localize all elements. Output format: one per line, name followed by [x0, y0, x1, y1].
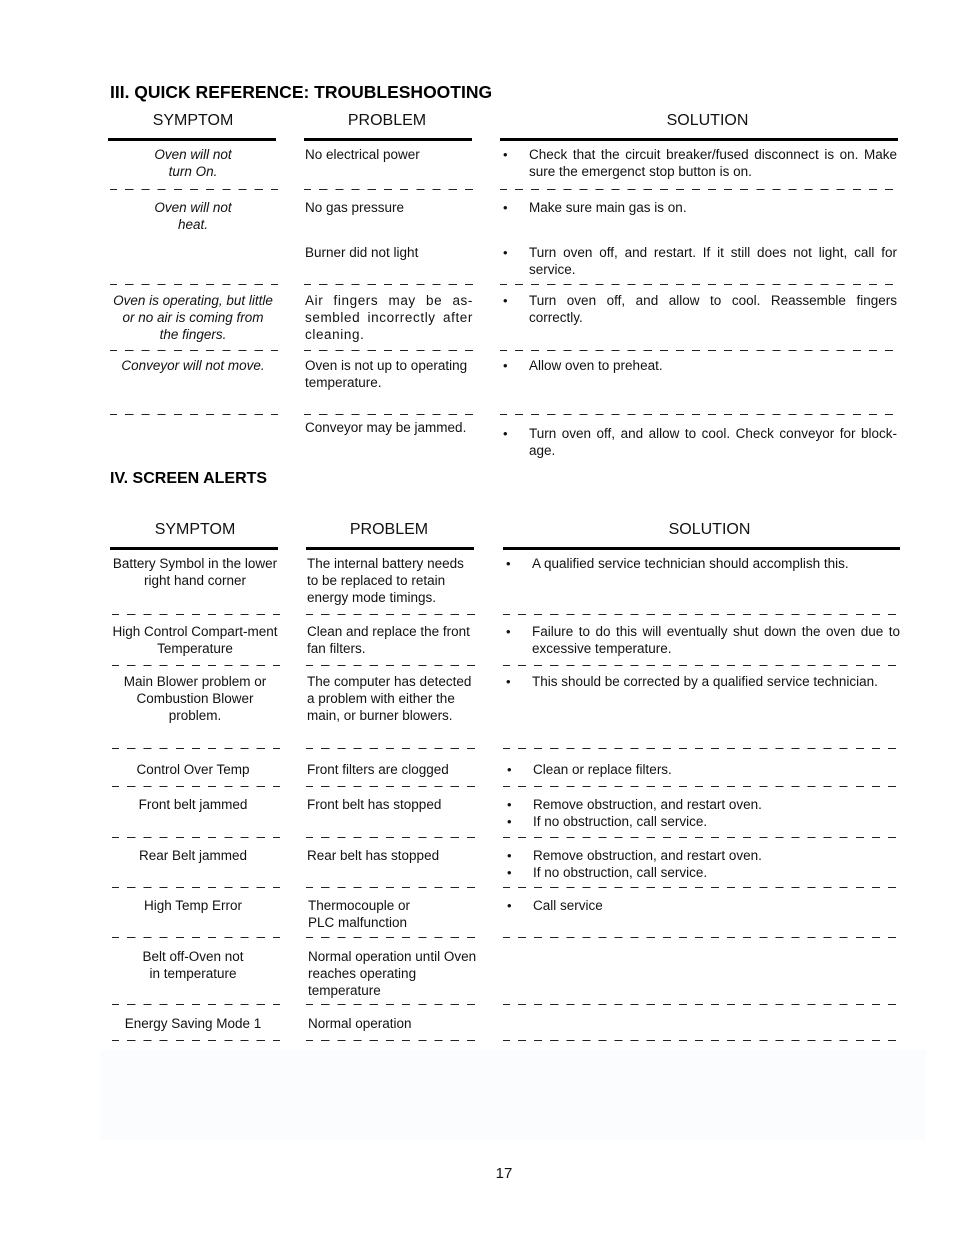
row-divider [500, 284, 898, 285]
alert-solution-cell [504, 623, 900, 657]
solution-item: • This should be corrected by a qualified service technician. [532, 673, 902, 690]
row-divider [500, 350, 898, 351]
solution-cell [501, 357, 897, 374]
row-divider [304, 284, 474, 285]
row-divider [503, 748, 901, 749]
row-divider [503, 837, 901, 838]
screen-alerts-title: IV. SCREEN ALERTS [110, 470, 268, 487]
solution-item: • Turn oven off, and allow to cool. Check conveyor for block-age. [529, 425, 897, 459]
problem-cell: No electrical power [305, 147, 420, 162]
alert-symptom-cell: Front belt jammed [138, 797, 248, 812]
row-divider [503, 887, 901, 888]
alert-problem-cell: Thermocouple or PLC malfunction [308, 898, 411, 930]
alert-solution-cell [505, 761, 901, 778]
solution-item: • Turn oven off, and allow to cool. Reassemble fingers correctly. [529, 292, 897, 326]
row-divider [112, 1040, 280, 1041]
header-rule [108, 138, 276, 141]
alert-problem-cell: Front belt has stopped [307, 797, 442, 812]
row-divider [306, 1004, 476, 1005]
row-divider [112, 1004, 280, 1005]
alert-symptom-cell: High Control Compart-ment Temperature [112, 624, 278, 656]
row-divider [306, 665, 476, 666]
header-rule [500, 138, 898, 141]
header-rule [110, 547, 278, 550]
problem-cell: Oven is not up to operating temperature. [305, 358, 468, 390]
row-divider [112, 837, 280, 838]
alerts-header-problem: PROBLEM [349, 521, 429, 538]
row-divider [500, 189, 898, 190]
symptom-cell: Oven will not heat. [154, 200, 232, 232]
alert-symptom-cell: Main Blower problem or Combustion Blower problem. [123, 674, 267, 723]
header-rule [306, 547, 474, 550]
problem-cell: No gas pressure [305, 200, 405, 215]
row-divider [503, 937, 901, 938]
solution-cell [501, 244, 897, 278]
alert-symptom-cell: Belt off-Oven not in temperature [142, 949, 244, 981]
solution-item: • Clean or replace filters. [533, 761, 901, 778]
row-divider [304, 350, 474, 351]
alert-problem-cell: The computer has detected a problem with either the main, or burner blowers. [307, 674, 472, 723]
alert-symptom-cell: Rear Belt jammed [138, 848, 248, 863]
row-divider [306, 1040, 476, 1041]
solution-cell [501, 199, 897, 216]
page-number: 17 [495, 1165, 513, 1182]
problem-cell: Burner did not light [305, 245, 419, 260]
alert-symptom-cell: Battery Symbol in the lower right hand corner [112, 556, 278, 588]
solution-item: • Call service [533, 897, 901, 914]
troubleshooting-header-symptom: SYMPTOM [152, 112, 234, 129]
row-divider [503, 614, 901, 615]
alert-solution-cell [505, 897, 901, 914]
row-divider [306, 748, 476, 749]
alerts-header-symptom: SYMPTOM [154, 521, 236, 538]
solution-item: • Remove obstruction, and restart oven. [533, 796, 901, 813]
solution-cell [501, 146, 897, 180]
row-divider [503, 1040, 901, 1041]
symptom-cell: Oven will not turn On. [154, 147, 232, 179]
solution-item: • If no obstruction, call service. [533, 864, 901, 881]
row-divider [306, 887, 476, 888]
row-divider [110, 284, 278, 285]
row-divider [110, 189, 278, 190]
row-divider [304, 189, 474, 190]
row-divider [110, 350, 278, 351]
solution-item: • Turn oven off, and restart. If it still does not light, call for service. [529, 244, 897, 278]
solution-item: • Check that the circuit breaker/fused disconnect is on. Make sure the emergenct stop button is on. [529, 146, 897, 180]
solution-item: • Make sure main gas is on. [529, 199, 897, 216]
solution-item: • Failure to do this will eventually shut down the oven due to excessive temperature. [532, 623, 900, 657]
troubleshooting-title: III. QUICK REFERENCE: TROUBLESHOOTING [110, 82, 493, 102]
troubleshooting-header-solution: SOLUTION [666, 112, 749, 129]
solution-cell [501, 425, 897, 459]
solution-cell [501, 292, 897, 326]
row-divider [112, 614, 280, 615]
alert-solution-cell [505, 796, 901, 830]
solution-item: • If no obstruction, call service. [533, 813, 901, 830]
alert-problem-cell: Normal operation until Oven reaches operating temperature [308, 949, 477, 998]
troubleshooting-header-problem: PROBLEM [347, 112, 427, 129]
alert-solution-cell [504, 555, 900, 572]
solution-item: • Remove obstruction, and restart oven. [533, 847, 901, 864]
row-divider [112, 748, 280, 749]
page-shade-region [100, 1050, 926, 1140]
alert-symptom-cell: High Temp Error [143, 898, 243, 913]
row-divider [304, 414, 474, 415]
solution-item: • Allow oven to preheat. [529, 357, 897, 374]
alert-symptom-cell: Energy Saving Mode 1 [124, 1016, 262, 1031]
header-rule [304, 138, 472, 141]
row-divider [112, 887, 280, 888]
alert-problem-cell: The internal battery needs to be replaced to retain energy mode timings. [307, 556, 464, 605]
row-divider [306, 786, 476, 787]
row-divider [500, 414, 898, 415]
alert-problem-cell: Rear belt has stopped [307, 848, 440, 863]
problem-cell: Conveyor may be jammed. [305, 420, 467, 435]
alert-symptom-cell: Control Over Temp [136, 762, 250, 777]
row-divider [306, 937, 476, 938]
row-divider [503, 786, 901, 787]
symptom-cell: Conveyor will not move. [121, 358, 265, 373]
row-divider [306, 614, 476, 615]
row-divider [112, 937, 280, 938]
symptom-cell: Oven is operating, but little or no air is coming from the fingers. [113, 293, 273, 342]
solution-item: • A qualified service technician should accomplish this. [532, 555, 900, 572]
row-divider [503, 665, 901, 666]
row-divider [306, 837, 476, 838]
alert-problem-cell: Normal operation [308, 1016, 412, 1031]
alert-solution-cell [504, 673, 902, 690]
alert-solution-cell [505, 847, 901, 881]
alerts-header-solution: SOLUTION [668, 521, 751, 538]
problem-cell: Air fingers may be as-sembled incorrectly after cleaning. [305, 293, 473, 342]
header-rule [503, 547, 900, 550]
alert-problem-cell: Clean and replace the front fan filters. [307, 624, 470, 656]
row-divider [112, 786, 280, 787]
row-divider [503, 1004, 901, 1005]
alert-problem-cell: Front filters are clogged [307, 762, 449, 777]
row-divider [110, 414, 278, 415]
row-divider [112, 665, 280, 666]
